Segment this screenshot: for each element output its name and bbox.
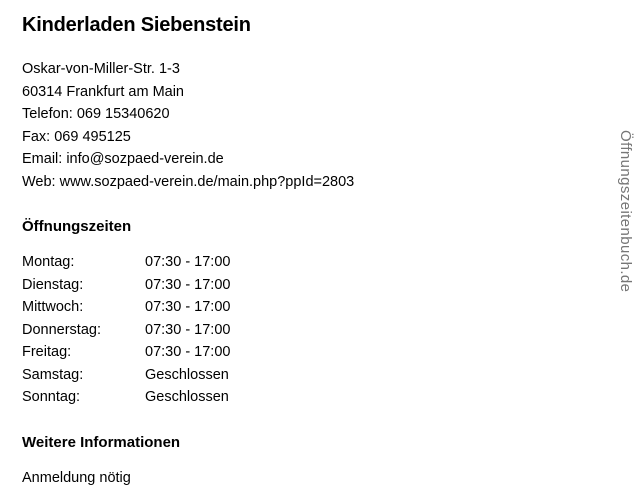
hours-day-label: Samstag: [22,364,145,387]
table-row [22,341,345,364]
further-information-text: Anmeldung nötig [22,467,592,489]
page-title: Kinderladen Siebenstein [22,12,592,38]
table-row [22,251,345,274]
hours-time-value: 07:30 - 17:00 [145,251,345,274]
opening-hours-heading: Öffnungszeiten [22,217,592,237]
hours-day-label: Dienstag: [22,274,145,297]
hours-time-value: 07:30 - 17:00 [145,341,345,364]
address-line-street: Oskar-von-Miller-Str. 1-3 [22,58,592,81]
opening-hours-table [22,251,345,409]
hours-time-value: 07:30 - 17:00 [145,296,345,319]
address-line-phone: Telefon: 069 15340620 [22,103,592,126]
hours-day-label: Freitag: [22,341,145,364]
hours-time-value: 07:30 - 17:00 [145,274,345,297]
hours-time-value: Geschlossen [145,364,345,387]
address-line-email: Email: info@sozpaed-verein.de [22,148,592,171]
hours-day-label: Mittwoch: [22,296,145,319]
address-line-fax: Fax: 069 495125 [22,126,592,149]
table-row [22,364,345,387]
further-information-heading: Weitere Informationen [22,433,592,453]
watermark-label: Öffnungszeitenbuch.de [617,130,634,292]
table-row [22,319,345,342]
table-row [22,386,345,409]
hours-time-value: 07:30 - 17:00 [145,319,345,342]
hours-day-label: Montag: [22,251,145,274]
hours-time-value: Geschlossen [145,386,345,409]
address-block [22,58,592,193]
table-row [22,274,345,297]
hours-day-label: Donnerstag: [22,319,145,342]
hours-day-label: Sonntag: [22,386,145,409]
address-line-city: 60314 Frankfurt am Main [22,81,592,104]
address-line-web: Web: www.sozpaed-verein.de/main.php?ppId=2803 [22,171,592,194]
table-row [22,296,345,319]
business-info [22,0,592,489]
